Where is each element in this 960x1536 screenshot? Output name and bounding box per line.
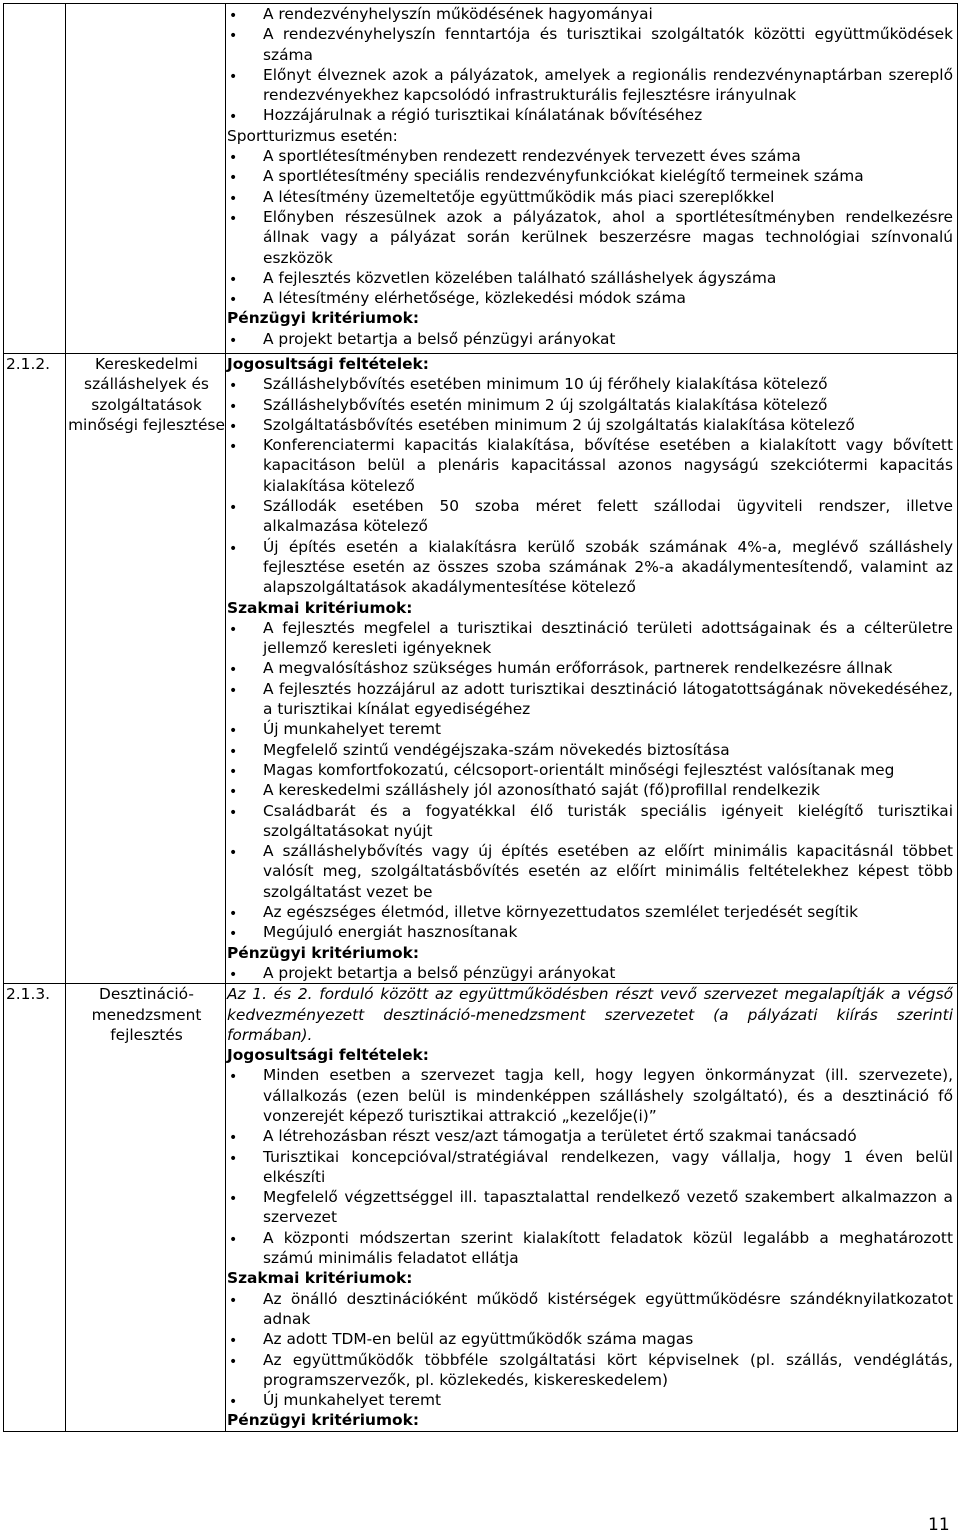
bullet-icon [229, 680, 237, 701]
bullet-item [227, 1329, 953, 1349]
bullet-icon [229, 741, 237, 762]
bullet-item [227, 146, 953, 166]
section-title [66, 4, 226, 354]
bullet-item [227, 780, 953, 800]
bullet-icon [229, 842, 237, 863]
bullet-icon [229, 761, 237, 782]
bullet-item [227, 329, 953, 349]
bullet-icon [229, 25, 237, 46]
bullet-item [227, 65, 953, 106]
bullet-text: Szálláshelybővítés esetén minimum 2 új szolgáltatás kialakítása kötelező [263, 395, 828, 414]
bullet-item [227, 679, 953, 720]
bullet-item [227, 166, 953, 186]
bullet-item [227, 740, 953, 760]
page-number: 11 [928, 1515, 950, 1535]
table-row-2-1-3 [4, 984, 958, 1432]
bullet-text: A szálláshelybővítés vagy új építés esetében az előírt minimális kapacitásnál többet valósít meg, szolgáltatásbővítés esetén az előírt minimális feltételekhez képest több szolgáltatást vezet be [263, 842, 953, 901]
bullet-text: Az együttműködők többféle szolgáltatási kört képviselnek (pl. szállás, vendéglátás, programszervezők, pl. közlekedés, kiskereskedelem) [263, 1350, 953, 1389]
bullet-text: Új építés esetén a kialakításra kerülő szobák számának 4%-a, meglévő szálláshely fejlesztése esetén az összes szoba számának 2%-a akadálymentesítendő, valamint az alapszolgáltatások akadálymentesítése kötelező [263, 537, 953, 597]
bullet-icon [229, 964, 237, 985]
table-row-continuation [4, 4, 958, 354]
bullet-text: A kereskedelmi szálláshely jól azonosítható saját (fő)profillal rendelkezik [263, 781, 820, 800]
bullet-text: Az adott TDM-en belül az együttműködők száma magas [263, 1330, 694, 1349]
bullet-item [227, 719, 953, 739]
bullet-icon [229, 1330, 237, 1351]
section-body [226, 4, 958, 354]
bullet-text: A fejlesztés közvetlen közelében található szálláshelyek ágyszáma [263, 268, 777, 287]
bullet-text: A sportlétesítmény speciális rendezvényfunkciókat kielégítő termeinek száma [263, 167, 864, 186]
bullet-item [227, 922, 953, 942]
bullet-text: A központi módszertan szerint kialakított feladatok közül legalább a meghatározott számú minimális feladatot ellátja [263, 1228, 953, 1268]
bullet-text: Konferenciatermi kapacitás kialakítása, bővítése esetében a kialakított vagy bővített kapacitáson belül a plenáris kapacitással azonos nagyságú szekciótermi kapacitás kialakítása kötelező [263, 436, 953, 495]
bullet-item [227, 1147, 953, 1188]
bullet-item [227, 288, 953, 308]
bullet-icon [229, 147, 237, 168]
bullet-item [227, 374, 953, 394]
criteria-heading: Pénzügyi kritériumok: [227, 943, 419, 962]
bullet-text: Szolgáltatásbővítés esetében minimum 2 új szolgáltatás kialakítása kötelező [263, 415, 855, 434]
bullet-item [227, 1187, 953, 1228]
bullet-text: Előnyt élveznek azok a pályázatok, amelyek a regionális rendezvénynaptárban szereplő rendezvényekhez kapcsolódó infrastrukturális fejlesztésre irányulnak [263, 65, 953, 105]
bullet-text: A létrehozásban részt vesz/azt támogatja a területet értő szakmai tanácsadó [263, 1127, 857, 1146]
bullet-icon [229, 1188, 237, 1209]
bullet-icon [229, 1391, 237, 1412]
criteria-heading: Pénzügyi kritériumok: [227, 309, 419, 328]
bullet-item [227, 395, 953, 415]
bullet-icon [229, 659, 237, 680]
bullet-icon [229, 1351, 237, 1372]
bullet-icon [229, 375, 237, 396]
bullet-item [227, 1228, 953, 1269]
bullet-text: A sportlétesítményben rendezett rendezvények tervezett éves száma [263, 147, 801, 166]
bullet-item [227, 435, 953, 496]
section-title: Kereskedelmi szálláshelyek és szolgáltatások minőségi fejlesztése [66, 354, 226, 984]
bullet-icon [229, 66, 237, 87]
criteria-heading: Pénzügyi kritériumok: [227, 1411, 419, 1430]
bullet-item [227, 1289, 953, 1330]
bullet-icon [229, 416, 237, 437]
bullet-text: Előnyben részesülnek azok a pályázatok, ahol a sportlétesítményben rendelkezésre állnak vagy a pályázat során kerülnek beszerzésre magas technológiai színvonalú eszközök [263, 207, 953, 267]
paragraph: Sportturizmus esetén: [227, 126, 398, 145]
bullet-icon [229, 619, 237, 640]
bullet-item [227, 760, 953, 780]
bullet-text: Az önálló desztinációként működő kistérségek együttműködésre szándéknyilatkozatot adnak [263, 1289, 953, 1328]
italic-note: Az 1. és 2. forduló között az együttműködésben részt vevő szervezet megalapítják a végső kedvezményezett desztináció-menedzsment szervezetet (a pályázati kiírás szerinti formában). [227, 985, 953, 1044]
bullet-item [227, 658, 953, 678]
bullet-icon [229, 538, 237, 559]
bullet-icon [229, 1127, 237, 1148]
bullet-item [227, 537, 953, 598]
bullet-text: Megfelelő szintű vendégéjszaka-szám növekedés biztosítása [263, 740, 730, 759]
bullet-icon [229, 330, 237, 351]
section-number: 2.1.3. [4, 984, 66, 1432]
bullet-icon [229, 1290, 237, 1311]
table-row-2-1-2 [4, 354, 958, 984]
bullet-item [227, 1390, 953, 1410]
bullet-icon [229, 208, 237, 229]
section-body [226, 354, 958, 984]
section-title: Desztináció-menedzsment fejlesztés [66, 984, 226, 1432]
bullet-text: Turisztikai koncepcióval/stratégiával rendelkezen, vagy vállalja, hogy 1 éven belül elkészíti [263, 1147, 953, 1186]
bullet-text: A létesítmény üzemeltetője együttműködik más piaci szereplőkkel [263, 187, 775, 206]
bullet-text: A rendezvényhelyszín fenntartója és turisztikai szolgáltatók közötti együttműködések száma [263, 25, 953, 64]
bullet-icon [229, 5, 237, 26]
bullet-item [227, 496, 953, 537]
bullet-icon [229, 436, 237, 457]
bullet-icon [229, 188, 237, 209]
criteria-heading: Jogosultsági feltételek: [227, 355, 429, 373]
bullet-text: Megújuló energiát hasznosítanak [263, 923, 518, 942]
bullet-text: A projekt betartja a belső pénzügyi arányokat [263, 329, 616, 348]
bullet-icon [229, 1229, 237, 1250]
bullet-text: Családbarát és a fogyatékkal élő turisták speciális igényeit kielégítő turisztikai szolgáltatásokat nyújt [263, 801, 953, 840]
bullet-icon [229, 720, 237, 741]
bullet-icon [229, 106, 237, 127]
section-body [226, 984, 958, 1432]
bullet-item [227, 618, 953, 659]
criteria-heading: Jogosultsági feltételek: [227, 1046, 429, 1065]
bullet-icon [229, 289, 237, 310]
bullet-item [227, 1126, 953, 1146]
bullet-icon [229, 497, 237, 518]
bullet-icon [229, 167, 237, 188]
bullet-item [227, 801, 953, 842]
bullet-text: Az egészséges életmód, illetve környezettudatos szemlélet terjedését segítik [263, 903, 859, 922]
section-number: 2.1.2. [4, 354, 66, 984]
bullet-text: A fejlesztés hozzájárul az adott turisztikai desztináció látogatottságának növekedéséhez, a turisztikai kínálat egyediségéhez [263, 679, 953, 719]
bullet-text: A rendezvényhelyszín működésének hagyományai [263, 5, 653, 23]
bullet-text: Minden esetben a szervezet tagja kell, hogy legyen önkormányzat (ill. szervezete), vállalkozás (ezen belül is mindenképpen szálláshely szolgáltató), és a desztináció fő vonzerejét képező turisztikai attrakció „kezelője(i)” [263, 1066, 953, 1125]
bullet-item [227, 902, 953, 922]
bullet-text: A fejlesztés megfelel a turisztikai desztináció területi adottságainak és a célterületre jellemző keresleti igényeknek [263, 618, 953, 658]
bullet-item [227, 187, 953, 207]
criteria-heading: Szakmai kritériumok: [227, 598, 413, 617]
bullet-icon [229, 781, 237, 802]
bullet-text: Hozzájárulnak a régió turisztikai kínálatának bővítéséhez [263, 106, 703, 125]
bullet-icon [229, 903, 237, 924]
bullet-item [227, 1350, 953, 1391]
bullet-text: Megfelelő végzettséggel ill. tapasztalattal rendelkező vezető szakembert alkalmazzon a szervezet [263, 1188, 953, 1227]
section-number [4, 4, 66, 354]
criteria-table [3, 3, 958, 1432]
bullet-item [227, 1065, 953, 1126]
bullet-text: A projekt betartja a belső pénzügyi arányokat [263, 963, 616, 982]
bullet-icon [229, 923, 237, 944]
bullet-item [227, 24, 953, 65]
bullet-item [227, 4, 953, 24]
bullet-icon [229, 1066, 237, 1087]
bullet-item [227, 963, 953, 983]
bullet-item [227, 105, 953, 125]
bullet-icon [229, 802, 237, 823]
bullet-item [227, 268, 953, 288]
bullet-item [227, 207, 953, 268]
bullet-text: A létesítmény elérhetősége, közlekedési módok száma [263, 289, 686, 308]
bullet-text: Magas komfortfokozatú, célcsoport-orientált minőségi fejlesztést valósítanak meg [263, 760, 895, 779]
bullet-text: A megvalósításhoz szükséges humán erőforrások, partnerek rendelkezésre állnak [263, 659, 893, 678]
bullet-icon [229, 269, 237, 290]
bullet-icon [229, 396, 237, 417]
bullet-text: Szállodák esetében 50 szoba méret felett szállodai ügyviteli rendszer, illetve alkalmazása kötelező [263, 497, 953, 536]
bullet-item [227, 841, 953, 902]
bullet-item [227, 415, 953, 435]
bullet-text: Szálláshelybővítés esetében minimum 10 új férőhely kialakítása kötelező [263, 375, 828, 394]
criteria-heading: Szakmai kritériumok: [227, 1269, 413, 1288]
bullet-text: Új munkahelyet teremt [263, 1391, 441, 1410]
bullet-icon [229, 1148, 237, 1169]
bullet-text: Új munkahelyet teremt [263, 720, 441, 739]
